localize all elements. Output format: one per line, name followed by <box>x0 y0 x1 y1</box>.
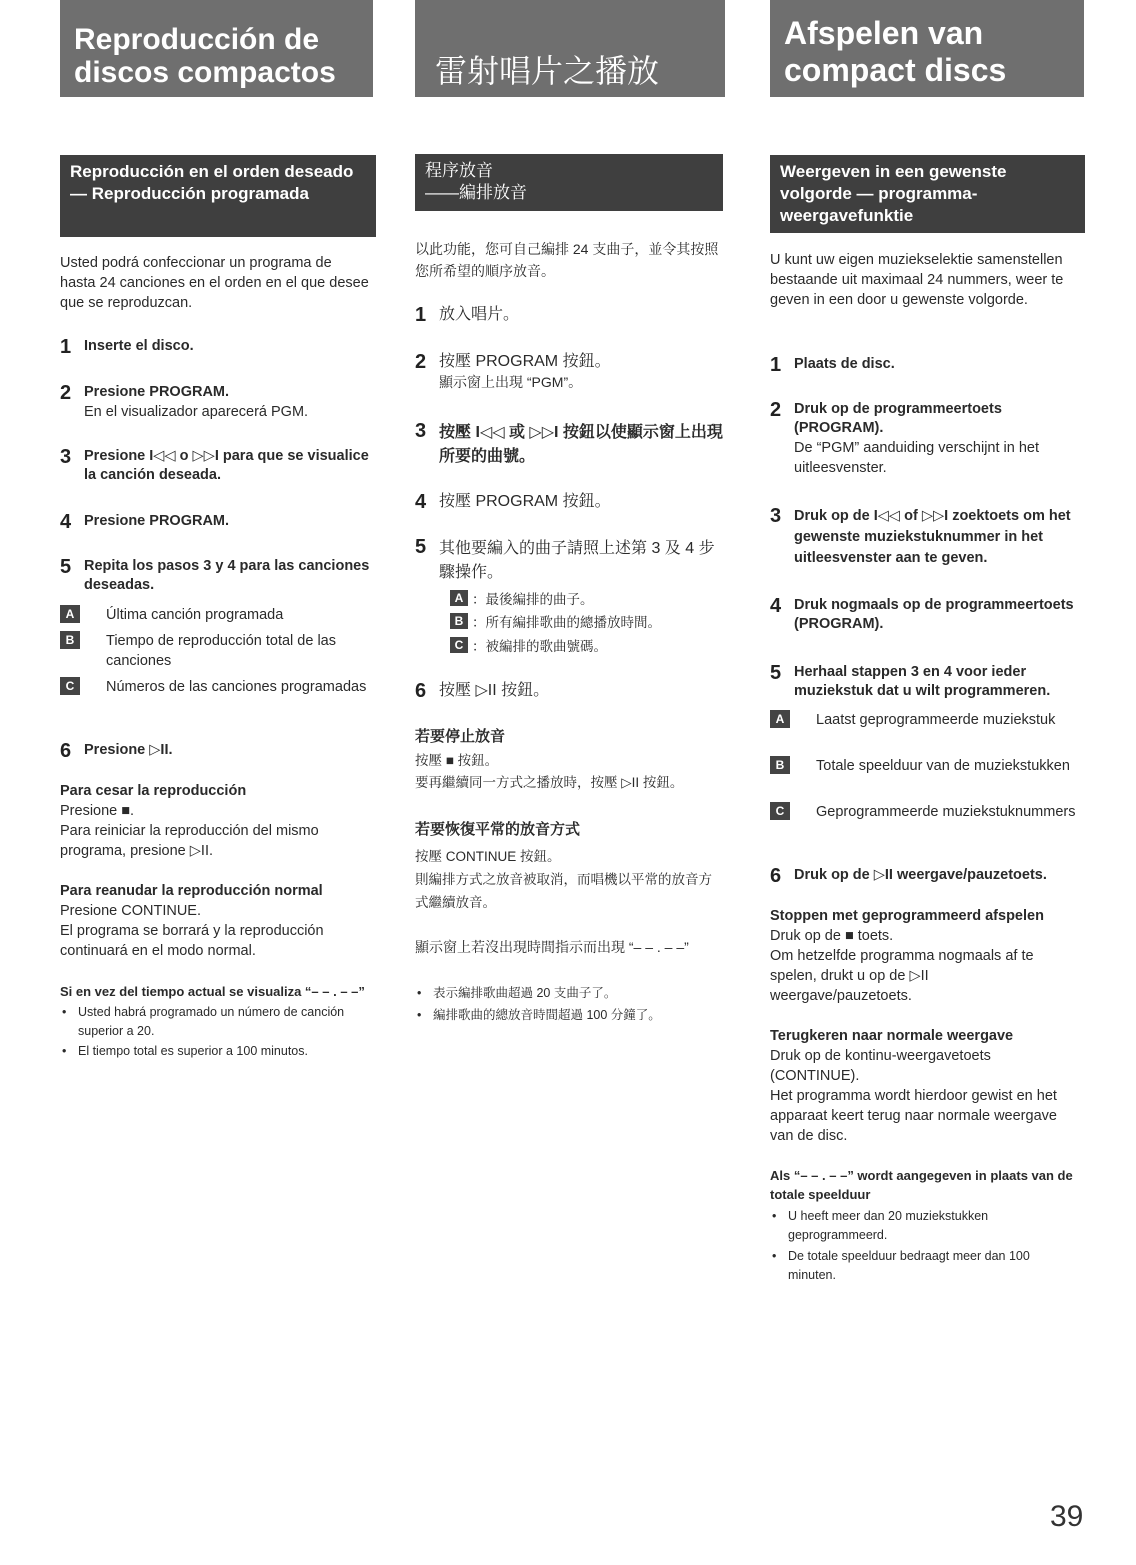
stop-text: 按壓 ■ 按鈕。 要再繼續同一方式之播放時，按壓 ▷II 按鈕。 <box>415 753 684 790</box>
intro-text: U kunt uw eigen muziekselektie samenstellen bestaande uit maximaal 24 nummers, weer te geven in een door u gewenste volgorde. <box>770 252 1064 308</box>
stop-heading: Para cesar la reproducción <box>60 783 247 799</box>
step-1: 1 Plaats de disc. <box>770 354 895 376</box>
normal-text: Druk op de kontinu-weergavetoets (CONTINUE). Het programma wordt hierdoor gewist en het apparaat keert terug naar normale weergave van de disc. <box>770 1048 1057 1144</box>
step-4: 4 按壓 PROGRAM 按鈕。 <box>415 491 611 513</box>
step-3: 3 Druk op de I◁◁ of ▷▷I zoektoets om het gewenste muziekstuknummer in het uitleesvenster aan te geven. <box>770 505 1071 566</box>
note-heading: Si en vez del tiempo actual se visualiza “– – . – –” <box>60 984 365 999</box>
legend-c: C Geprogrammeerde muziekstuknummers <box>770 802 1080 822</box>
legend-a: A Laatst geprogrammeerde muziekstuk <box>770 710 1080 730</box>
stop-heading: 若要停止放音 <box>415 728 506 745</box>
stop-heading: Stoppen met geprogrammeerd afspelen <box>770 908 1044 924</box>
note-item: • De totale speelduur bedraagt meer dan 100 minuten. <box>770 1247 1078 1285</box>
normal-text: Presione CONTINUE. El programa se borrará y la reproducción continuará en el modo normal. <box>60 903 324 959</box>
normal-heading: Terugkeren naar normale weergave <box>770 1028 1014 1044</box>
note-item: • Usted habrá programado un número de canción superior a 20. <box>60 1003 368 1041</box>
legend-b: B Totale speelduur van de muziekstukken <box>770 756 1080 776</box>
section-banner <box>415 0 725 97</box>
step-6: 6 Druk op de ▷II weergave/pauzetoets. <box>770 865 1047 887</box>
step-2: 2 按壓 PROGRAM 按鈕。 顯示窗上出現 “PGM”。 <box>415 351 611 390</box>
banner-title: 雷射唱片之播放 <box>435 53 660 89</box>
stop-text: Presione ■. Para reiniciar la reproducción del mismo programa, presione ▷II. <box>60 803 319 859</box>
note-item: • El tiempo total es superior a 100 minutos. <box>60 1042 368 1061</box>
subsection-bar: Reproducción en el orden deseado — Reproducción programada <box>60 155 376 237</box>
normal-text: 按壓 CONTINUE 按鈕。 則編排方式之放音被取消，而唱機以平常的放音方式繼續放音。 <box>415 849 712 910</box>
banner-title: Reproducción de discos compactos <box>74 23 336 89</box>
legend-c: C Números de las canciones programadas <box>60 677 370 697</box>
step-5: 5 Repita los pasos 3 y 4 para las canciones deseadas. <box>60 556 370 593</box>
normal-heading: 若要恢復平常的放音方式 <box>415 821 581 838</box>
stop-text: Druk op de ■ toets. Om hetzelfde programma nogmaals af te spelen, drukt u op de ▷II weergave/pauzetoets. <box>770 928 1034 1004</box>
step-1: 1 Inserte el disco. <box>60 336 194 358</box>
step-2: 2 Presione PROGRAM. En el visualizador aparecerá PGM. <box>60 382 309 420</box>
step-3: 3 Presione I◁◁ o ▷▷I para que se visualice la canción deseada. <box>60 446 369 483</box>
note-item: • U heeft meer dan 20 muziekstukken geprogrammeerd. <box>770 1207 1078 1245</box>
normal-heading: Para reanudar la reproducción normal <box>60 883 323 899</box>
note-heading: 顯示窗上若沒出現時間指示而出現 “– – . – –” <box>415 939 689 955</box>
step-3: 3 按壓 I◁◁ 或 ▷▷I 按鈕以使顯示窗上出現所要的曲號。 <box>415 420 723 465</box>
step-6: 6 Presione ▷II. <box>60 740 173 762</box>
step-5: 5 Herhaal stappen 3 en 4 voor ieder muziekstuk dat u wilt programmeren. <box>770 662 1051 699</box>
step-2: 2 Druk op de programmeertoets (PROGRAM). De “PGM” aanduiding verschijnt in het uitleesvenster. <box>770 399 1040 476</box>
section-banner <box>60 0 373 97</box>
page-number: 39 <box>1050 1500 1084 1533</box>
step-4: 4 Druk nogmaals op de programmeertoets (PROGRAM). <box>770 595 1074 632</box>
note-item: • 表示編排歌曲超過 20 支曲子了。 <box>415 984 723 1003</box>
section-banner <box>770 0 1084 97</box>
legend-a: A Última canción programada <box>60 605 370 625</box>
note-heading: Als “– – . – –” wordt aangegeven in plaats van de totale speelduur <box>770 1168 1073 1202</box>
intro-text: Usted podrá confeccionar un programa de hasta 24 canciones en el orden en el que desee que se reproduzcan. <box>60 255 369 311</box>
step-1: 1 放入唱片。 <box>415 304 520 326</box>
legend-c: C ：被編排的歌曲號碼。 <box>450 637 760 657</box>
legend-b: B Tiempo de reproducción total de las canciones <box>60 631 370 671</box>
legend-b: B ：所有編排歌曲的總播放時間。 <box>450 613 760 633</box>
step-5: 5 其他要編入的曲子請照上述第 3 及 4 步驟操作。 <box>415 536 715 581</box>
banner-title: Afspelen van compact discs <box>784 15 1007 88</box>
subsection-bar: Weergeven in een gewenste volgorde — programma-weergavefunktie <box>770 155 1085 233</box>
intro-text: 以此功能，您可自己編排 24 支曲子，並令其按照您所希望的順序放音。 <box>415 241 719 279</box>
legend-a: A ：最後編排的曲子。 <box>450 590 760 610</box>
step-4: 4 Presione PROGRAM. <box>60 511 230 533</box>
step-6: 6 按壓 ▷II 按鈕。 <box>415 680 550 702</box>
subsection-bar: 程序放音 ——編排放音 <box>415 154 723 211</box>
note-item: • 編排歌曲的總放音時間超過 100 分鐘了。 <box>415 1006 723 1025</box>
